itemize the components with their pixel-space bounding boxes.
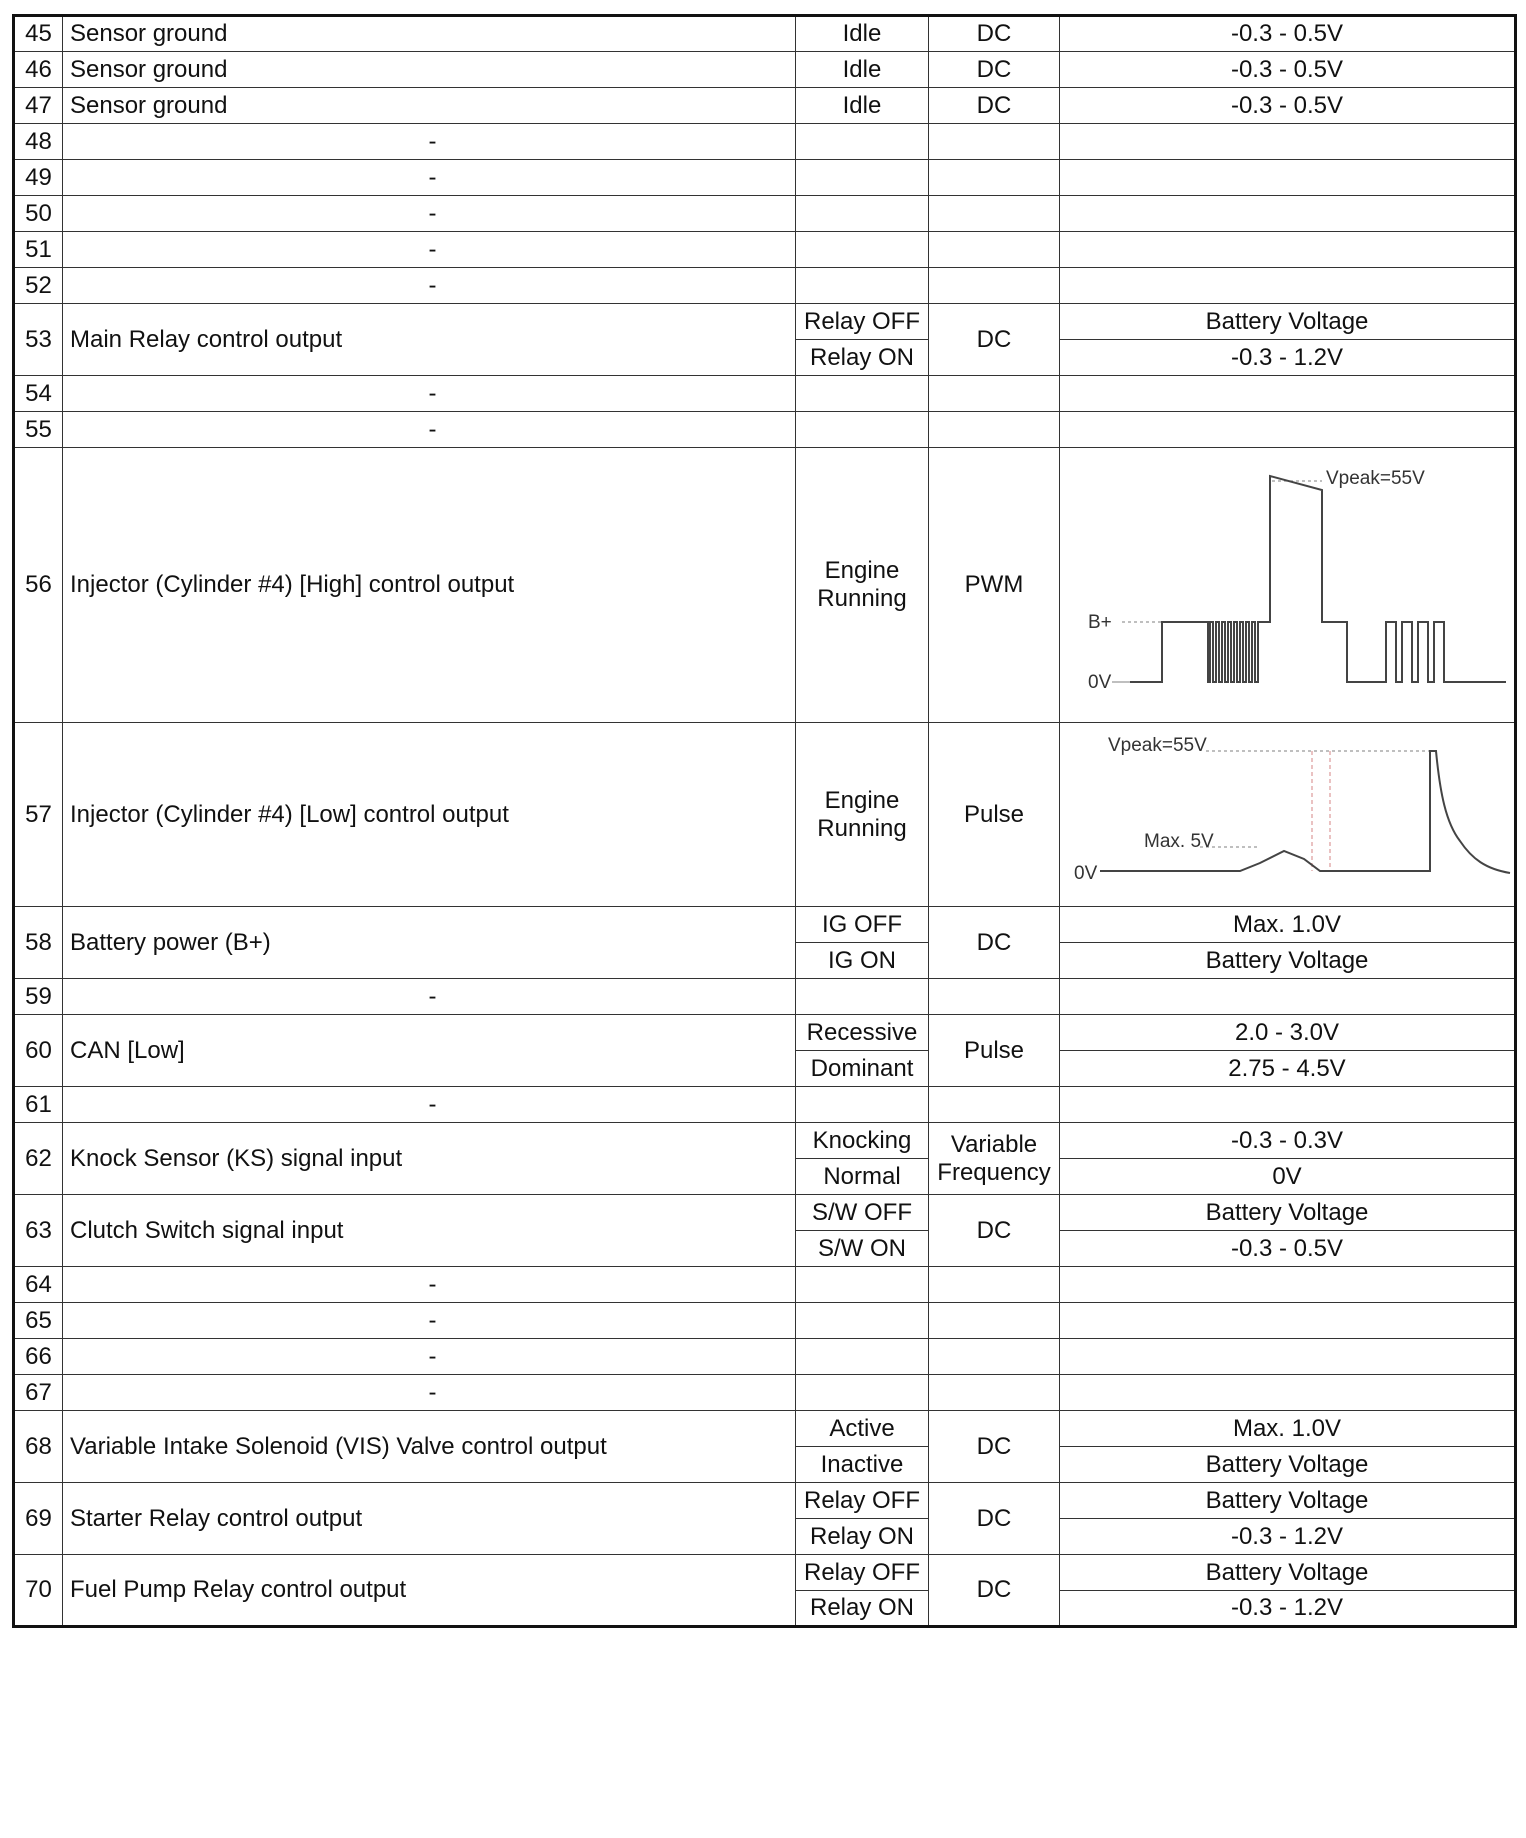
level-cell: Max. 1.0V [1060,1411,1516,1447]
level-cell [1060,1303,1516,1339]
pin-description: - [63,1267,796,1303]
pin-number: 45 [14,16,63,52]
pin-description: Sensor ground [63,16,796,52]
condition-cell: Recessive [796,1015,929,1051]
table-row [14,16,1516,52]
pin-description: - [63,124,796,160]
table-row [14,723,1516,907]
level-cell [1060,412,1516,448]
pin-description: - [63,1339,796,1375]
signal-type [929,1087,1060,1123]
pin-number: 48 [14,124,63,160]
condition-cell: Normal [796,1159,929,1195]
table-row [14,1411,1516,1447]
level-cell: -0.3 - 0.3V [1060,1123,1516,1159]
pin-description: - [63,232,796,268]
signal-type: PWM [929,448,1060,723]
pin-description: Fuel Pump Relay control output [63,1555,796,1627]
pin-number: 50 [14,196,63,232]
condition-cell [796,1267,929,1303]
condition-cell [796,1087,929,1123]
pin-description: Sensor ground [63,52,796,88]
condition-cell [796,1339,929,1375]
level-cell: Battery Voltage [1060,943,1516,979]
level-cell [1060,232,1516,268]
level-cell [1060,1087,1516,1123]
pin-number: 58 [14,907,63,979]
condition-cell: IG OFF [796,907,929,943]
condition-cell: S/W OFF [796,1195,929,1231]
pin-description: Sensor ground [63,88,796,124]
table-row [14,376,1516,412]
condition-cell: Inactive [796,1447,929,1483]
level-cell: Battery Voltage [1060,1555,1516,1591]
zero-volt-label: 0V [1074,863,1098,884]
level-cell [1060,376,1516,412]
level-cell [1060,160,1516,196]
signal-type: Pulse [929,1015,1060,1087]
pin-number: 64 [14,1267,63,1303]
level-cell [1060,268,1516,304]
signal-type [929,1375,1060,1411]
condition-cell: Relay ON [796,340,929,376]
pin-number: 57 [14,723,63,907]
condition-cell [796,124,929,160]
condition-cell: S/W ON [796,1231,929,1267]
table-row [14,1087,1516,1123]
table-row [14,304,1516,340]
signal-type: DC [929,907,1060,979]
level-cell: 2.0 - 3.0V [1060,1015,1516,1051]
condition-cell: Idle [796,88,929,124]
pin-number: 62 [14,1123,63,1195]
table-row [14,1339,1516,1375]
pin-number: 59 [14,979,63,1015]
signal-type: DC [929,1555,1060,1627]
signal-type: DC [929,1195,1060,1267]
level-cell: -0.3 - 1.2V [1060,1519,1516,1555]
pin-description: - [63,160,796,196]
pin-number: 68 [14,1411,63,1483]
waveform-cell [1060,723,1516,907]
level-cell: Max. 1.0V [1060,907,1516,943]
condition-cell [796,196,929,232]
table-row [14,1267,1516,1303]
level-cell: 2.75 - 4.5V [1060,1051,1516,1087]
pin-number: 65 [14,1303,63,1339]
condition-cell [796,376,929,412]
signal-type [929,412,1060,448]
signal-type [929,979,1060,1015]
waveform-trace [1100,751,1510,873]
zero-volt-label: 0V [1088,672,1112,693]
table-row [14,979,1516,1015]
signal-type [929,268,1060,304]
level-cell: Battery Voltage [1060,304,1516,340]
max-label: Max. 5V [1144,831,1214,852]
pin-description: Main Relay control output [63,304,796,376]
level-cell [1060,196,1516,232]
table-row [14,268,1516,304]
table-row [14,1195,1516,1231]
waveform-cell [1060,448,1516,723]
table-row [14,1123,1516,1159]
signal-type [929,1267,1060,1303]
signal-type: DC [929,1483,1060,1555]
level-cell [1060,979,1516,1015]
condition-cell [796,412,929,448]
pin-description: Injector (Cylinder #4) [High] control output [63,448,796,723]
pin-description: - [63,1087,796,1123]
pin-number: 69 [14,1483,63,1555]
pin-number: 53 [14,304,63,376]
injector-high-waveform [1060,448,1514,722]
signal-type: DC [929,52,1060,88]
signal-type: Variable Frequency [929,1123,1060,1195]
table-row [14,448,1516,723]
table-row [14,412,1516,448]
condition-cell: Relay ON [796,1519,929,1555]
pin-number: 52 [14,268,63,304]
level-cell: Battery Voltage [1060,1447,1516,1483]
table-row [14,907,1516,943]
pin-table [12,14,1517,1628]
pin-description: - [63,1375,796,1411]
condition-cell: Dominant [796,1051,929,1087]
condition-cell [796,1375,929,1411]
table-row [14,232,1516,268]
pin-description: Variable Intake Solenoid (VIS) Valve control output [63,1411,796,1483]
pin-description: Battery power (B+) [63,907,796,979]
table-row [14,124,1516,160]
condition-cell [796,979,929,1015]
condition-cell: Idle [796,16,929,52]
condition-cell [796,232,929,268]
table-row [14,160,1516,196]
pin-number: 47 [14,88,63,124]
table-row [14,1375,1516,1411]
waveform-trace [1130,476,1506,682]
pin-number: 63 [14,1195,63,1267]
vpeak-label: Vpeak=55V [1108,735,1207,756]
signal-type [929,376,1060,412]
pin-description: Knock Sensor (KS) signal input [63,1123,796,1195]
pin-description: Starter Relay control output [63,1483,796,1555]
level-cell: -0.3 - 1.2V [1060,1591,1516,1627]
pin-number: 51 [14,232,63,268]
table-row [14,88,1516,124]
condition-cell: Idle [796,52,929,88]
table-row [14,1015,1516,1051]
pin-number: 61 [14,1087,63,1123]
pin-description: CAN [Low] [63,1015,796,1087]
level-cell: Battery Voltage [1060,1483,1516,1519]
condition-cell: Relay OFF [796,1483,929,1519]
signal-type: Pulse [929,723,1060,907]
signal-type [929,232,1060,268]
table-row [14,52,1516,88]
pin-description: - [63,268,796,304]
signal-type [929,1303,1060,1339]
level-cell: -0.3 - 1.2V [1060,340,1516,376]
pin-number: 70 [14,1555,63,1627]
pin-description: - [63,1303,796,1339]
pin-description: Injector (Cylinder #4) [Low] control output [63,723,796,907]
condition-cell: Engine Running [796,723,929,907]
level-cell [1060,124,1516,160]
level-cell: -0.3 - 0.5V [1060,52,1516,88]
level-cell: -0.3 - 0.5V [1060,16,1516,52]
condition-cell [796,160,929,196]
condition-cell: Relay ON [796,1591,929,1627]
level-cell [1060,1267,1516,1303]
pin-number: 66 [14,1339,63,1375]
pin-description: Clutch Switch signal input [63,1195,796,1267]
condition-cell: Active [796,1411,929,1447]
condition-cell: Engine Running [796,448,929,723]
signal-type: DC [929,16,1060,52]
level-cell: 0V [1060,1159,1516,1195]
signal-type: DC [929,304,1060,376]
signal-type [929,1339,1060,1375]
table-row [14,1555,1516,1591]
pin-number: 54 [14,376,63,412]
pin-table-body [14,16,1516,1627]
level-cell: -0.3 - 0.5V [1060,88,1516,124]
pin-description: - [63,196,796,232]
condition-cell [796,268,929,304]
condition-cell: Knocking [796,1123,929,1159]
level-cell: Battery Voltage [1060,1195,1516,1231]
injector-low-waveform [1060,723,1514,906]
level-cell: -0.3 - 0.5V [1060,1231,1516,1267]
table-row [14,1303,1516,1339]
pin-number: 55 [14,412,63,448]
pin-number: 56 [14,448,63,723]
signal-type: DC [929,1411,1060,1483]
vpeak-label: Vpeak=55V [1326,468,1425,489]
level-cell [1060,1339,1516,1375]
pin-number: 60 [14,1015,63,1087]
condition-cell: Relay OFF [796,1555,929,1591]
condition-cell: IG ON [796,943,929,979]
condition-cell: Relay OFF [796,304,929,340]
table-row [14,1483,1516,1519]
signal-type [929,124,1060,160]
signal-type: DC [929,88,1060,124]
pin-description: - [63,412,796,448]
pin-number: 49 [14,160,63,196]
pin-number: 46 [14,52,63,88]
signal-type [929,160,1060,196]
table-row [14,196,1516,232]
condition-cell [796,1303,929,1339]
level-cell [1060,1375,1516,1411]
pin-description: - [63,376,796,412]
pin-description: - [63,979,796,1015]
bplus-label: B+ [1088,612,1112,633]
signal-type [929,196,1060,232]
pin-number: 67 [14,1375,63,1411]
